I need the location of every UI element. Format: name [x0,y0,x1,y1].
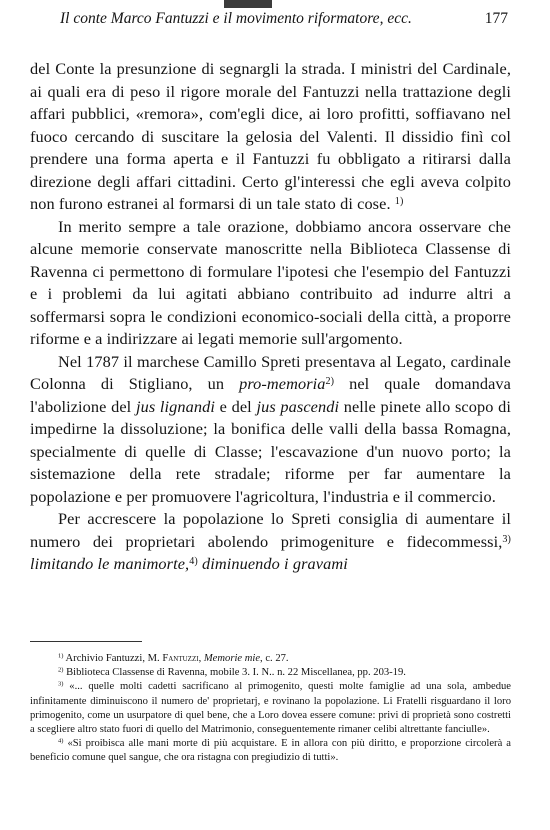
footnote-3-mark: 3) [58,681,64,689]
footnote-ref-3: 3) [502,533,511,545]
footnote-2-text: Biblioteca Classense di Ravenna, mobile 3. I. N.. n. 22 Miscellanea, pp. 203-19. [63,667,406,679]
paragraph-1-text: del Conte la presunzione di segnargli la strada. I ministri del Cardinale, ai quali era di peso il rigore morale del Fantuzzi nella trattazione degli affari pubblici, «remora», com'egli dice, ai loro profitti, soffiavano nel fuoco cercando di suscitare la gelosia del Valenti. Il dissidio finì col prendere una forma aperta e il Fantuzzi fu obbligato a ritirarsi dalla direzione degli affari cittadini. Certo gl'interessi che egli aveva colpito non furono estranei al formarsi di un tale stato di cose. [30,59,511,213]
paragraph-3 [30,351,511,509]
paragraph-4 [30,508,511,576]
main-text [30,58,511,576]
footnote-1 [30,652,511,666]
pro-memoria-term: pro-memoria [239,374,326,393]
paragraph-3-text-d: nelle pinete allo scopo di impedirne la dissoluzione; la bonifica delle valli della bassa Romagna, specialmente di quelle di Classe; l'escavazione d'un nuovo porto; la sistemazione della rete stradale; riforme per far aumentare la popolazione e per promuovere l'agricoltura, l'industria e il commercio. [30,396,511,506]
paragraph-1 [30,58,511,216]
page-number: 177 [484,10,508,27]
running-title: Il conte Marco Fantuzzi e il movimento riformatore, ecc. [60,10,412,27]
footnote-2 [30,666,511,680]
library-stamp-mark [224,0,272,8]
footnote-4 [30,737,511,765]
footnote-4-mark: 4) [58,737,64,745]
footnote-3-text: «... quelle molti cadetti sacrificano al primogenito, questi molte famiglie ad una sola, ambedue infinitamente diminuiscono il numero de' proprietarj, e rovinano la popolazione. Li Fratelli risguardano il loro primogenito, come un usurpatore di quel bene, che a Loro dovea essere comune: privi di proprietà sono costretti a scegliere altro stato fuori di quello del Matrimonio, conseguentemente rimaner celibi altrettante fanciulle». [30,681,511,736]
footnote-4-text: «Si proibisca alle mani morte di più acquistare. E in allora con più diritto, e proporzione circolerà a beneficio comune quel sangue, che ora ristagna con pregiudizio di tutti». [30,738,511,764]
paragraph-4-italic-a: limitando le manimorte, [30,554,190,573]
paragraph-3-text-b: nel quale domandava l'abolizione del [30,374,511,416]
paragraph-3-text-c: e del [214,396,257,416]
paragraph-4-italic-b: diminuendo i gravami [197,554,348,573]
footnote-3 [30,680,511,737]
jus-lignandi-term: jus lignandi [135,396,215,416]
footnote-2-mark: 2) [58,666,64,674]
footnote-ref-4: 4) [189,555,198,567]
jus-pascendi-term: jus pascendi [256,396,340,416]
paragraph-4-text: Per accrescere la popolazione lo Spreti consiglia di aumentare il numero dei proprietari abolendo primogeniture e fidecommessi, [30,509,511,551]
footnote-ref-1: 1) [394,195,404,207]
footnote-1-text-a: Archivio Fantuzzi, M. [63,653,163,664]
footnote-separator [30,641,142,642]
footnote-1-text-b: , [198,653,204,664]
running-header [60,10,508,28]
footnotes [30,652,511,766]
footnote-1-text-c: , c. 27. [260,653,289,664]
footnote-1-author: Fantuzzi [162,653,199,664]
footnote-ref-2: 2) [325,375,335,387]
footnote-1-mark: 1) [58,652,64,660]
footnote-1-title: Memorie mie [203,653,261,664]
paragraph-2: In merito sempre a tale orazione, dobbiamo ancora osservare che alcune memorie conservate manoscritte nella Biblioteca Classense di Ravenna ci permettono di formulare l'ipotesi che l'esempio del Fantuzzi e i problemi da lui agitati abbiano contribuito ad indurre altri a soffermarsi sopra le condizioni economico-sociali della città, a proporre riforme e a indirizzare ai legati memorie sull'argomento. [30,216,511,348]
paragraph-3-text-a: Nel 1787 il marchese Camillo Spreti presentava al Legato, cardinale Colonna di Stigliano, un [30,351,511,393]
